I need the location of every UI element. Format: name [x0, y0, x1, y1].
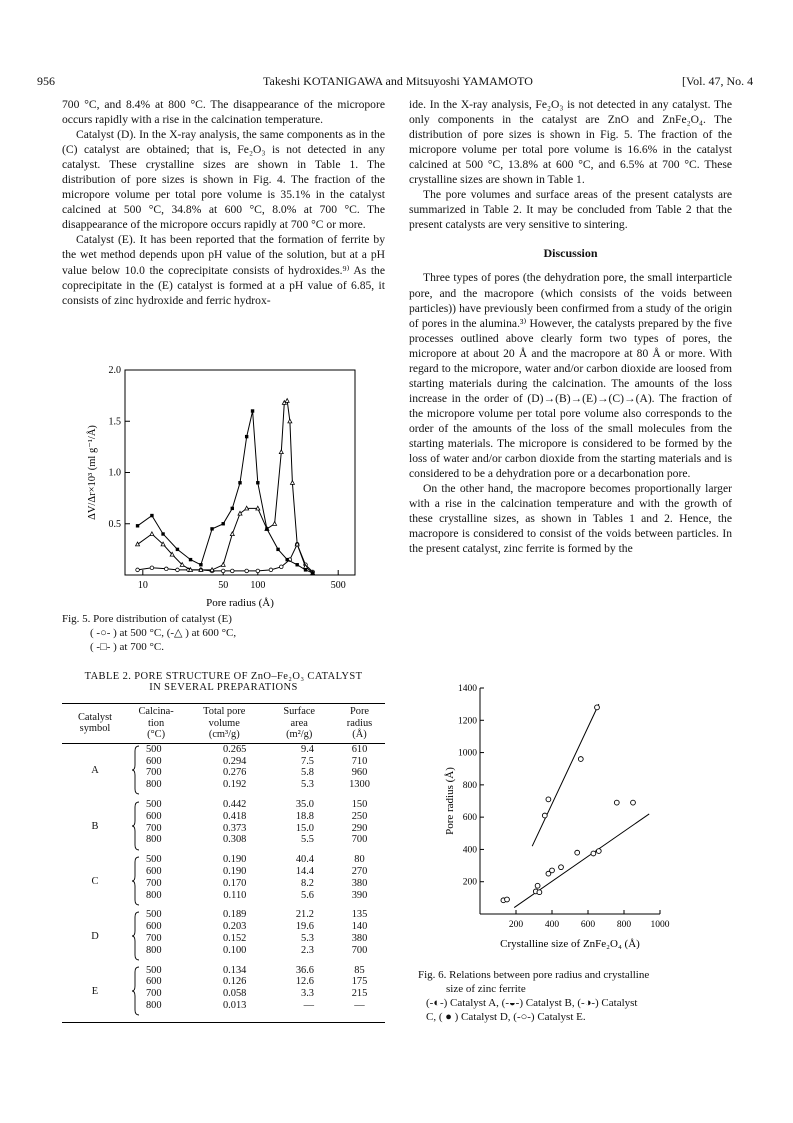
fig5-point — [150, 514, 153, 517]
fig5-point — [269, 568, 273, 572]
fig6-caption — [418, 968, 738, 1024]
fig6-point — [614, 800, 619, 805]
fig5-point — [176, 548, 179, 551]
brace — [128, 909, 144, 964]
fig5-point — [136, 568, 140, 572]
table2-header-calcination: Calcina- tion (°C) — [138, 706, 174, 741]
table2-cell: 150 — [351, 798, 368, 810]
fig5-point — [221, 569, 225, 573]
table-row — [62, 743, 385, 755]
fig6-fit-line — [532, 704, 599, 846]
table2-cell: 600 — [145, 755, 162, 767]
table2-cell: 85 — [354, 964, 365, 976]
fig5-point — [161, 532, 164, 535]
table2-cell: 0.418 — [222, 810, 247, 822]
table-row — [62, 854, 385, 866]
brace — [128, 799, 144, 854]
fig5-point — [288, 419, 292, 423]
paragraph: On the other hand, the macropore becomes proportionally larger with a rise in the calcination temperature and with the growth of these crystalline sizes, as shown in Tables 1 and 2. Hence, the macropore is considered to consist of the voids between particles. In the present catalyst, zinc ferrite is formed by the — [409, 482, 732, 556]
fig5-point — [221, 522, 224, 525]
fig5-point — [265, 527, 268, 530]
table2-cell: 9.4 — [301, 743, 314, 755]
fig5-x-tick-label: 500 — [330, 580, 346, 591]
running-head-authors: Takeshi KOTANIGAWA and Mitsuyoshi YAMAMOTO — [263, 74, 533, 88]
fig5-point — [199, 563, 202, 566]
fig6-y-tick-label: 600 — [462, 813, 477, 824]
fig5-caption-title: Fig. 5. Pore distribution of catalyst (E) — [62, 613, 232, 625]
fig6-caption-line: C, ( ● ) Catalyst D, (-○-) Catalyst E. — [426, 1011, 586, 1023]
fig6-point — [595, 705, 600, 710]
table2-cell: 2.3 — [301, 944, 314, 956]
fig5-point — [231, 507, 234, 510]
table2-cell: 0.265 — [222, 743, 247, 755]
fig5-point — [221, 563, 225, 567]
table2-cell: 960 — [351, 767, 368, 779]
brace — [128, 854, 144, 909]
fig5-series-line — [138, 411, 313, 573]
table2-cell: 800 — [145, 834, 162, 846]
fig5-x-tick-label: 50 — [218, 580, 229, 591]
table2-cell: 3.3 — [301, 988, 314, 1000]
table2-cell: 7.5 — [301, 755, 314, 767]
table2-cell: 290 — [351, 822, 368, 834]
table2-header-row — [62, 704, 385, 744]
fig6-point — [542, 813, 547, 818]
fig5-series-line — [138, 401, 313, 573]
fig6-point — [537, 890, 542, 895]
table2-symbol-cell: A — [91, 765, 99, 777]
table2-cell: 135 — [351, 909, 368, 921]
table2-title-line: IN SEVERAL PREPARATIONS — [149, 682, 298, 693]
fig5-x-axis-label: Pore radius (Å) — [206, 597, 274, 609]
table2-cell: 5.3 — [301, 779, 314, 791]
fig5-plot — [86, 365, 355, 609]
table2-symbol-cell: B — [91, 820, 99, 832]
fig5-point — [136, 542, 140, 546]
fig5-point — [256, 506, 260, 510]
paragraph: Catalyst (E). It has been reported that the formation of ferrite by the wet method depends upon pH value of the solution, but at a pH value below 10.0 the coprecipitate consists of hydroxides.⁹⁾ As the coprecipitate in the (E) catalyst is formed at a pH value of 6.85, it consists of zinc hydroxide and ferric hydrox- — [62, 233, 385, 307]
discussion-heading: Discussion — [543, 246, 598, 261]
fig5-caption — [62, 612, 382, 654]
table2-cell: 700 — [351, 944, 368, 956]
fig5-point — [176, 568, 180, 572]
fig6-caption-line: Fig. 6. Relations between pore radius and crystalline — [418, 969, 650, 981]
fig5-point — [231, 569, 235, 573]
table2-cell: 700 — [145, 822, 162, 834]
table2-bottom-rule — [62, 1022, 385, 1023]
right-column-text — [409, 97, 732, 556]
fig5-point — [256, 481, 259, 484]
fig6-y-tick-label: 1400 — [458, 684, 477, 694]
table2-symbol-cell: C — [91, 875, 99, 887]
table2-cell: 19.6 — [295, 921, 314, 933]
table2-cell: 500 — [145, 798, 162, 810]
fig5-caption-line: ( -□- ) at 700 °C. — [90, 641, 164, 653]
table2-cell: 700 — [351, 834, 368, 846]
table2-cell: 1300 — [349, 779, 370, 791]
fig5-point — [279, 565, 283, 569]
fig6-x-tick-label: 400 — [544, 920, 560, 930]
table2-cell: 0.294 — [222, 755, 247, 767]
table2-cell: 215 — [351, 988, 368, 1000]
table2-cell: 5.8 — [301, 767, 314, 779]
table2-cell: 610 — [351, 743, 368, 755]
table2-cell: 600 — [145, 976, 162, 988]
table2-symbol-cell: D — [91, 931, 99, 943]
fig5-point — [245, 506, 249, 510]
left-column-text — [62, 97, 385, 308]
fig6-point — [575, 850, 580, 855]
table2-cell: 36.6 — [295, 964, 314, 976]
table2-cell: 600 — [145, 865, 162, 877]
table2-cell: 0.203 — [222, 921, 247, 933]
table2-cell: 700 — [145, 767, 162, 779]
fig5-point — [189, 558, 192, 561]
table2-cell: 500 — [145, 964, 162, 976]
table2-cell: 270 — [351, 865, 368, 877]
paragraph: 700 °C, and 8.4% at 800 °C. The disappearance of the micropore occurs rapidly with a rise in the calcination temperature. — [62, 98, 385, 127]
fig6-point — [631, 800, 636, 805]
fig5-point — [285, 399, 289, 403]
fig5-point — [210, 527, 213, 530]
fig5-point — [136, 524, 139, 527]
table2-cell: 800 — [145, 889, 162, 901]
table2-cell: 0.100 — [222, 944, 247, 956]
fig5-y-tick-label: 1.5 — [108, 416, 121, 428]
table2-cell: 8.2 — [301, 877, 314, 889]
table2-title — [62, 671, 385, 693]
table2-cell: 800 — [145, 999, 162, 1011]
fig5-point — [210, 568, 214, 572]
fig5-point — [251, 409, 254, 412]
fig5-point — [256, 569, 260, 573]
fig5-point — [238, 481, 241, 484]
fig6-point — [596, 849, 601, 854]
fig5-chart — [70, 360, 370, 610]
fig5-point — [273, 522, 277, 526]
page-number: 956 — [37, 74, 55, 88]
table2-cell: 14.4 — [295, 865, 314, 877]
fig6-point — [505, 897, 510, 902]
table2-cell: 35.0 — [295, 798, 314, 810]
fig6-point — [591, 851, 596, 856]
fig6-x-tick-label: 1000 — [650, 920, 670, 930]
fig5-x-tick-label: 100 — [250, 580, 266, 591]
table2-cell: 0.192 — [222, 779, 247, 791]
table2-cell: 800 — [145, 779, 162, 791]
fig5-point — [279, 450, 283, 454]
fig6-x-axis-label: Crystalline size of ZnFe₂O₄ (Å) — [500, 938, 640, 950]
fig5-point — [311, 571, 314, 574]
table2-cell: 15.0 — [295, 822, 314, 834]
table2-header-pore-volume: Total pore volume (cm³/g) — [203, 706, 246, 741]
table2-cell: — — [354, 999, 365, 1011]
table2-header-pore-radius: Pore radius (Å) — [346, 706, 373, 741]
fig6-point — [535, 883, 540, 888]
table2-cell: 5.5 — [301, 834, 314, 846]
fig6-point — [550, 868, 555, 873]
table2-cell: 380 — [351, 877, 368, 889]
fig5-point — [295, 563, 298, 566]
fig5-point — [150, 532, 154, 536]
table2-cell: 500 — [145, 743, 162, 755]
paragraph: Three types of pores (the dehydration pore, the small interparticle pore, and the macropore (which consists of the voids between particles)) have previously been confirmed from a study of the origin of pores in the alumina.³⁾ However, the catalysts prepared by the five processes outlined above clearly form two types of pores, the micropore at about 20 Å and the macropore at 80 Å or more. With regard to the micropore, water and/or carbon dioxide are loosed from starting materials during the calcination. The amounts of the loss increase in the order of (D)→(B)→(E)→(C)→(A). The fraction of the micropore volume per total pore volume also corresponds to the order of the amounts of the loss of the small molecules from the starting materials. The micropore is considered to be formed by the loss of water and/or carbon dioxide from the starting materials and is considered to be a dehydration pore or a decarbonation pore. — [409, 271, 732, 481]
fig5-point — [245, 435, 248, 438]
table2 — [62, 703, 385, 1020]
table2-body — [62, 743, 385, 1019]
fig5-y-tick-label: 1.0 — [108, 467, 121, 479]
fig6-x-tick-label: 800 — [616, 920, 632, 930]
table-row — [62, 909, 385, 921]
fig6-plot — [444, 684, 670, 950]
paragraph: Catalyst (D). In the X-ray analysis, the same components as in the (C) catalyst are obtained; that is, Fe₂O₃ is not detected in any catalyst. These crystalline sizes are shown in Table 1. The distribution of pore sizes is shown in Fig. 4. The fraction of the micropore volume per total pore volume is 35.1% in the catalyst calcined at 500 °C, 34.8% at 600 °C, 8.0% at 700 °C. The disappearance of the micropore occurs rapidly at 700 °C or more. — [62, 128, 385, 232]
brace — [128, 965, 144, 1020]
fig6-y-axis-label: Pore radius (Å) — [444, 767, 456, 835]
fig5-point — [276, 548, 279, 551]
table2-cell: 700 — [145, 932, 162, 944]
table2-cell: 0.190 — [222, 854, 247, 866]
fig5-frame — [125, 370, 355, 575]
table2-header-surface-area: Surface area (m²/g) — [283, 706, 316, 741]
table2-cell: 500 — [145, 909, 162, 921]
table2-cell: 0.373 — [222, 822, 247, 834]
table2-cell: 0.442 — [222, 798, 247, 810]
fig6-y-tick-label: 200 — [462, 877, 477, 888]
table2-header-catalyst: Catalyst symbol — [77, 711, 113, 735]
fig6-point — [578, 757, 583, 762]
table2-cell: 0.058 — [222, 988, 247, 1000]
fig6-point — [546, 797, 551, 802]
fig6-y-tick-label: 1200 — [458, 716, 477, 727]
table2-cell: 0.013 — [222, 999, 247, 1011]
table-row — [62, 799, 385, 811]
table2-cell: 0.126 — [222, 976, 247, 988]
table2-cell: 600 — [145, 810, 162, 822]
fig6-y-tick-label: 800 — [462, 780, 477, 791]
fig6-caption-line: size of zinc ferrite — [446, 983, 526, 995]
table2-cell: 380 — [351, 932, 368, 944]
fig5-point — [285, 558, 288, 561]
fig6-x-tick-label: 600 — [580, 920, 596, 930]
fig5-caption-line: ( -○- ) at 500 °C, (-△ ) at 600 °C, — [90, 627, 237, 639]
table2-cell: 21.2 — [295, 909, 314, 921]
fig5-point — [150, 566, 154, 570]
table2-cell: 0.170 — [222, 877, 247, 889]
table2-cell: 250 — [351, 810, 368, 822]
fig5-point — [304, 568, 307, 571]
table2-cell: 700 — [145, 988, 162, 1000]
fig5-point — [290, 481, 294, 485]
table2-cell: 800 — [145, 944, 162, 956]
table2-cell: 0.152 — [222, 932, 247, 944]
table2-cell: 140 — [351, 921, 368, 933]
fig6-point — [559, 865, 564, 870]
fig5-point — [164, 567, 168, 571]
fig5-y-axis-label: ΔV/Δr×10³ (ml g⁻¹/Å) — [87, 425, 98, 520]
fig6-caption-line: (-◐-) Catalyst A, (-◒-) Catalyst B, (-◑-) Catalyst — [426, 997, 638, 1009]
table2-cell: 600 — [145, 921, 162, 933]
fig5-point — [230, 532, 234, 536]
table-row — [62, 965, 385, 977]
table2-cell: 5.3 — [301, 932, 314, 944]
fig5-y-tick-label: 0.5 — [108, 518, 121, 530]
table2-cell: 700 — [145, 877, 162, 889]
table2-cell: 0.276 — [222, 767, 247, 779]
fig5-point — [245, 569, 249, 573]
brace — [128, 743, 144, 799]
table2-cell: 0.110 — [223, 889, 247, 901]
table2-cell: 500 — [145, 854, 162, 866]
fig6-chart — [440, 682, 685, 962]
fig6-y-tick-label: 1000 — [458, 748, 477, 759]
fig5-y-tick-label: 2.0 — [108, 365, 121, 376]
fig6-y-tick-label: 400 — [462, 845, 477, 856]
table2-cell: 0.308 — [222, 834, 247, 846]
table2-cell: 175 — [351, 976, 368, 988]
fig5-x-tick-label: 10 — [137, 580, 148, 591]
paragraph: ide. In the X-ray analysis, Fe₂O₃ is not detected in any catalyst. The only components in the catalyst are ZnO and ZnFe₂O₄. The distribution of pore sizes is shown in Fig. 5. The fraction of the micropore volume per total pore volume is 16.6% in the catalyst calcined at 500 °C, 13.8% at 600 °C, and 6.5% at 700 °C. These crystalline sizes are shown in Table 1. — [409, 98, 732, 187]
table2-cell: — — [303, 999, 314, 1011]
table2-cell: 5.6 — [301, 889, 314, 901]
table2-cell: 0.190 — [222, 865, 247, 877]
table2-cell: 0.189 — [222, 909, 247, 921]
running-head-volume: [Vol. 47, No. 4 — [682, 74, 754, 88]
table2-symbol-cell: E — [91, 986, 99, 998]
table2-cell: 390 — [351, 889, 368, 901]
paragraph: The pore volumes and surface areas of the present catalysts are summarized in Table 2. It may be concluded from Table 2 that the present catalysts are very sensitive to sintering. — [409, 188, 732, 232]
table2-cell: 40.4 — [295, 854, 314, 866]
table2-cell: 710 — [351, 755, 368, 767]
table2-cell: 18.8 — [295, 810, 314, 822]
table2-cell: 12.6 — [295, 976, 314, 988]
table2-title-line: TABLE 2. PORE STRUCTURE OF ZnO–Fe₂O₃ CATALYST — [84, 671, 363, 682]
fig6-x-tick-label: 200 — [508, 920, 524, 930]
table2-cell: 80 — [354, 854, 365, 866]
table2-cell: 0.134 — [222, 964, 247, 976]
